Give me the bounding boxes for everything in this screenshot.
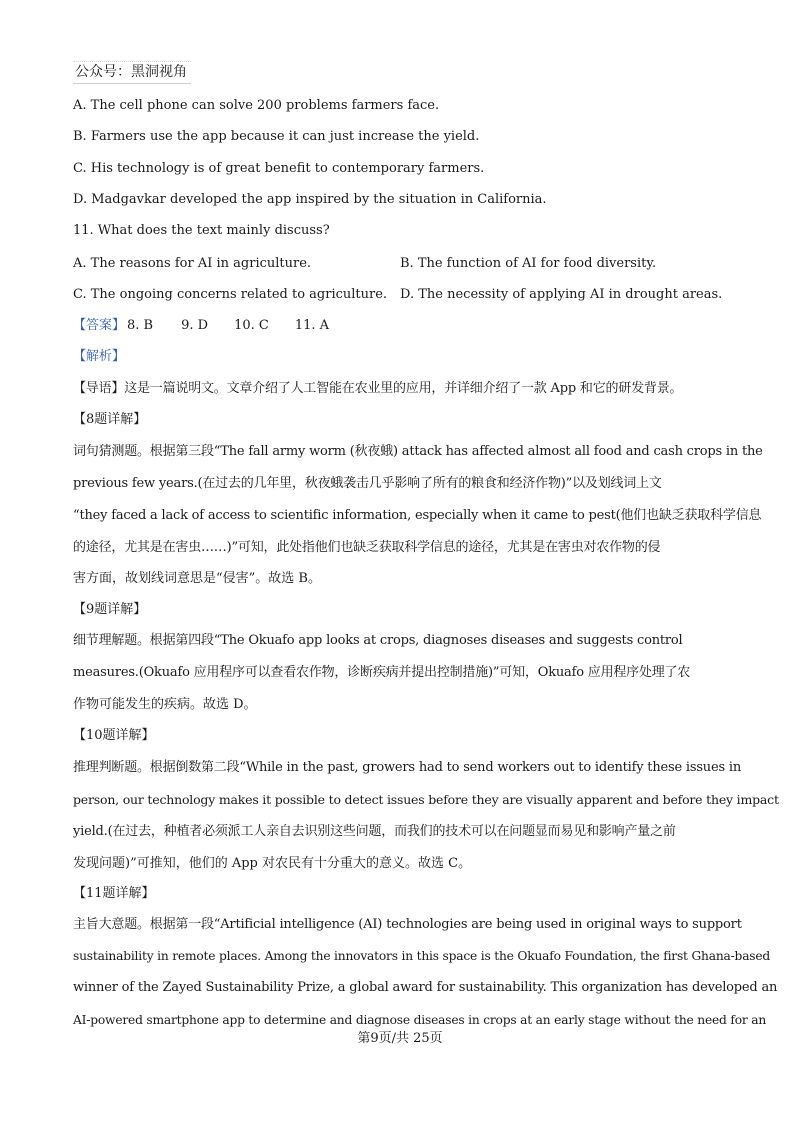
detail-8-line: 词句猜测题。根据第三段“The fall army worm (秋夜蛾) attack has affected almost all food and cash crops in the xyxy=(73,444,763,459)
answer-item: 9. D xyxy=(181,318,209,333)
option-10a: A. The cell phone can solve 200 problems farmers face. xyxy=(73,98,440,113)
detail-11-line: 主旨大意题。根据第一段“Artificial intelligence (AI) technologies are being used in original ways to support xyxy=(73,917,742,932)
option-11b: B. The function of AI for food diversity. xyxy=(400,256,657,271)
question-11-stem: 11. What does the text mainly discuss? xyxy=(73,223,330,238)
option-10b: B. Farmers use the app because it can just increase the yield. xyxy=(73,129,480,144)
header-label: 公众号：黑洞视角 xyxy=(73,61,191,84)
detail-9-line: measures.(Okuafo 应用程序可以查看农作物，诊断疾病并提出控制措施)”可知，Okuafo 应用程序处理了农 xyxy=(73,665,691,680)
answer-item: 10. C xyxy=(234,318,269,333)
answer-row xyxy=(73,317,329,335)
detail-8-line: 害方面，故划线词意思是“侵害”。故选 B。 xyxy=(73,571,321,586)
guide-text: 【导语】这是一篇说明文。文章介绍了人工智能在农业里的应用，并详细介绍了一款 App 和它的研发背景。 xyxy=(73,381,683,396)
detail-8-line: previous few years.(在过去的几年里，秋夜蛾袭击几乎影响了所有的粮食和经济作物)”以及划线词上文 xyxy=(73,476,662,491)
detail-11-line: AI-powered smartphone app to determine and diagnose diseases in crops at an early stage without the need for an xyxy=(73,1013,767,1027)
detail-10-line: person, our technology makes it possible to detect issues before they are visually apparent and before they impact xyxy=(73,792,779,807)
detail-9-line: 作物可能发生的疾病。故选 D。 xyxy=(73,697,257,712)
detail-8-line: 的途径，尤其是在害虫……)”可知，此处指他们也缺乏获取科学信息的途径，尤其是在害虫对农作物的侵 xyxy=(73,540,661,555)
answer-item: 11. A xyxy=(294,318,330,333)
answer-label: 【答案】 xyxy=(73,318,126,333)
detail-8-title: 【8题详解】 xyxy=(73,412,147,427)
detail-11-line: sustainability in remote places. Among the innovators in this space is the Okuafo Foundation, the first Ghana-based xyxy=(73,949,771,963)
detail-9-line: 细节理解题。根据第四段“The Okuafo app looks at crops, diagnoses diseases and suggests control xyxy=(73,633,683,648)
page-number: 第9页/共 25页 xyxy=(357,1031,443,1046)
answer-item: 8. B xyxy=(127,318,154,333)
detail-11-line: winner of the Zayed Sustainability Prize, a global award for sustainability. This organization has developed an xyxy=(73,980,778,995)
detail-8-line: “they faced a lack of access to scientific information, especially when it came to pest(他们也缺乏获取科学信息 xyxy=(73,508,762,523)
detail-10-line: 推理判断题。根据倒数第二段“While in the past, growers had to send workers out to identify these issues in xyxy=(73,760,741,775)
detail-10-title: 【10题详解】 xyxy=(73,728,155,743)
option-10d: D. Madgavkar developed the app inspired by the situation in California. xyxy=(73,192,547,207)
analysis-label: 【解析】 xyxy=(73,349,126,364)
option-10c: C. His technology is of great benefit to contemporary farmers. xyxy=(73,161,485,176)
detail-10-line: yield.(在过去，种植者必须派工人亲自去识别这些问题，而我们的技术可以在问题显而易见和影响产量之前 xyxy=(73,824,676,839)
detail-9-title: 【9题详解】 xyxy=(73,602,147,617)
detail-10-line: 发现问题)”可推知，他们的 App 对农民有十分重大的意义。故选 C。 xyxy=(73,856,472,871)
option-11a: A. The reasons for AI in agriculture. xyxy=(73,256,312,271)
option-11c: C. The ongoing concerns related to agriculture. xyxy=(73,287,388,302)
option-11d: D. The necessity of applying AI in drought areas. xyxy=(400,287,723,302)
detail-11-title: 【11题详解】 xyxy=(73,886,155,901)
